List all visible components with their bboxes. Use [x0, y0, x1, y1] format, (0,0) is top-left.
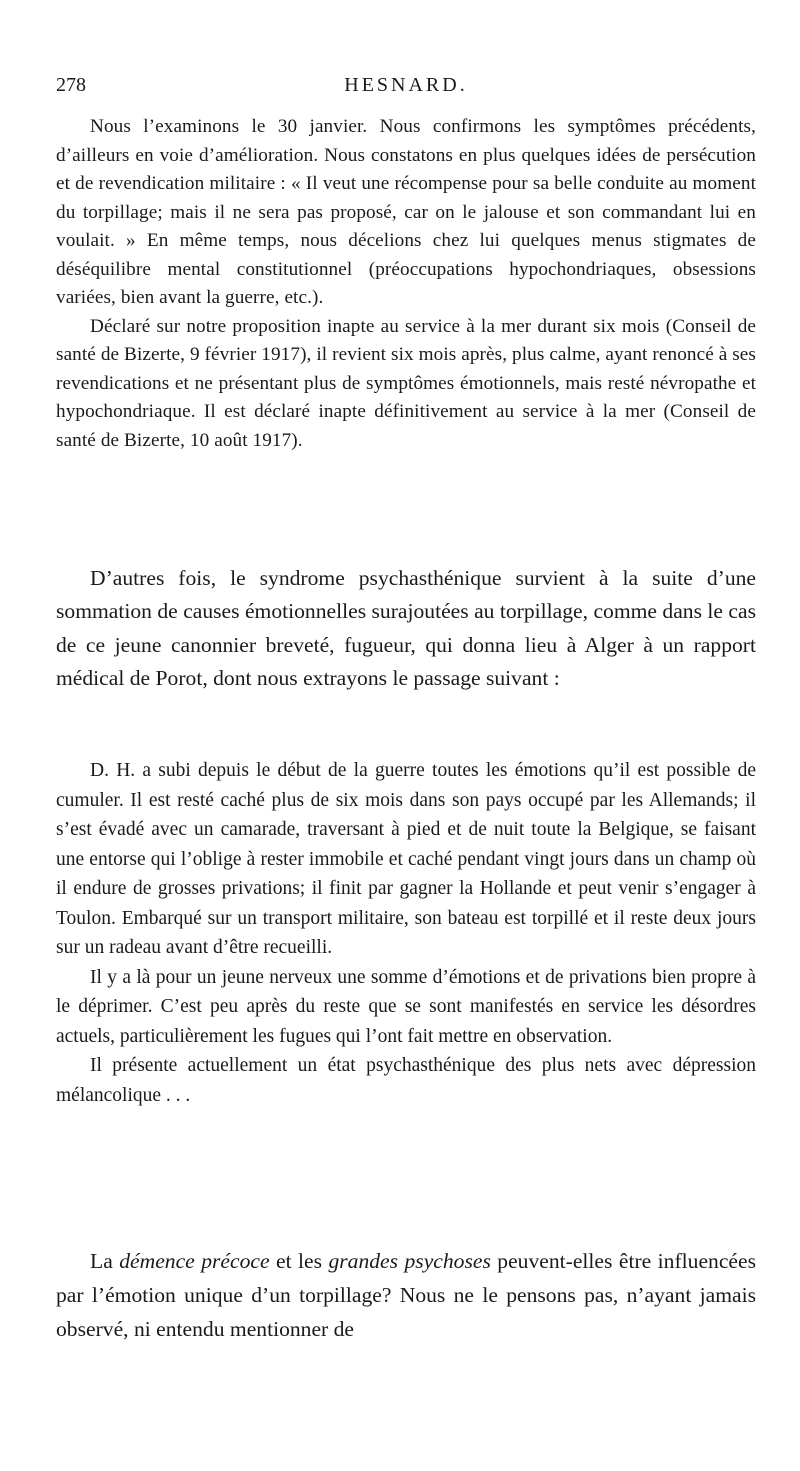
case-report-section: [56, 113, 756, 455]
paragraph-psychasthenic-syndrome: D’autres fois, le syndrome psychasthénique survient à la suite d’une sommation de causes émotionnelles surajoutées au torpillage, comme dans le cas de ce jeune canonnier breveté, fugueur, qui donna lieu à Alger à un rapport médical de Porot, dont nous extrayons le passage suivant :: [56, 566, 756, 690]
paragraph-dementia-question: [56, 1244, 756, 1346]
term-major-psychoses: grandes psychoses: [328, 1249, 491, 1273]
paragraph-report-history: D. H. a subi depuis le début de la guerre toutes les émotions qu’il est possible de cumuler. Il est resté caché plus de six mois dans son pays occupé par les Allemands; il s’est évadé avec un camarade, traversant à pied et de nuit toute la Belgique, se faisant une entorse qui l’oblige à rester immobile et caché pendant vingt jours dans un champ où il endure de grosses privations; il finit par gagner la Hollande et peut venir s’engager à Toulon. Embarqué sur un transport militaire, son bateau est torpillé et il reste deux jours sur un radeau avant d’être recueilli.: [56, 760, 756, 958]
dementia-section: [56, 1244, 756, 1346]
quoted-medical-report: [56, 756, 756, 1110]
running-head: HESNARD.: [344, 74, 468, 96]
dementia-lead-text: La: [90, 1249, 120, 1273]
paragraph-report-current-state: Il présente actuellement un état psychasthénique des plus nets avec dépression mélancolique . . .: [56, 1055, 756, 1106]
paragraph-declaration: Déclaré sur notre proposition inapte au service à la mer durant six mois (Conseil de santé de Bizerte, 9 février 1917), il revient six mois après, plus calme, ayant renoncé à ses revendications et ne présentant plus de symptômes émotionnels, mais resté névropathe et hypochondriaque. Il est déclaré inapte définitivement au service à la mer (Conseil de santé de Bizerte, 10 août 1917).: [56, 315, 756, 451]
page-number: 278: [56, 74, 86, 96]
paragraph-examination: Nous l’examinons le 30 janvier. Nous confirmons les symptômes précédents, d’ailleurs en voie d’amélioration. Nous constatons en plus quelques idées de persécution et de revendication militaire : « Il veut une récompense pour sa belle conduite au moment du torpillage; mais il ne sera pas proposé, car on le jalouse et son commandant lui en voulait. » En même temps, nous décelions chez lui quelques menus stigmates de déséquilibre mental constitutionnel (préoccupations hypochondriaques, obsessions variées, bien avant la guerre, etc.).: [56, 116, 756, 308]
page-header: [56, 74, 756, 104]
psychasthenic-intro-section: [56, 562, 756, 695]
paragraph-report-emotions: Il y a là pour un jeune nerveux une somme d’émotions et de privations bien propre à le déprimer. C’est peu après du reste que se sont manifestés en service les désordres actuels, particulièrement les fugues qui l’ont fait mettre en observation.: [56, 966, 756, 1047]
dementia-rest-text: peuvent-elles être influencées par l’émotion unique d’un torpillage? Nous ne le pensons pas, n’ayant jamais observé, ni entendu mentionner de: [56, 1249, 756, 1341]
dementia-mid-text: et les: [269, 1249, 329, 1273]
term-dementia-praecox: démence précoce: [119, 1249, 270, 1273]
